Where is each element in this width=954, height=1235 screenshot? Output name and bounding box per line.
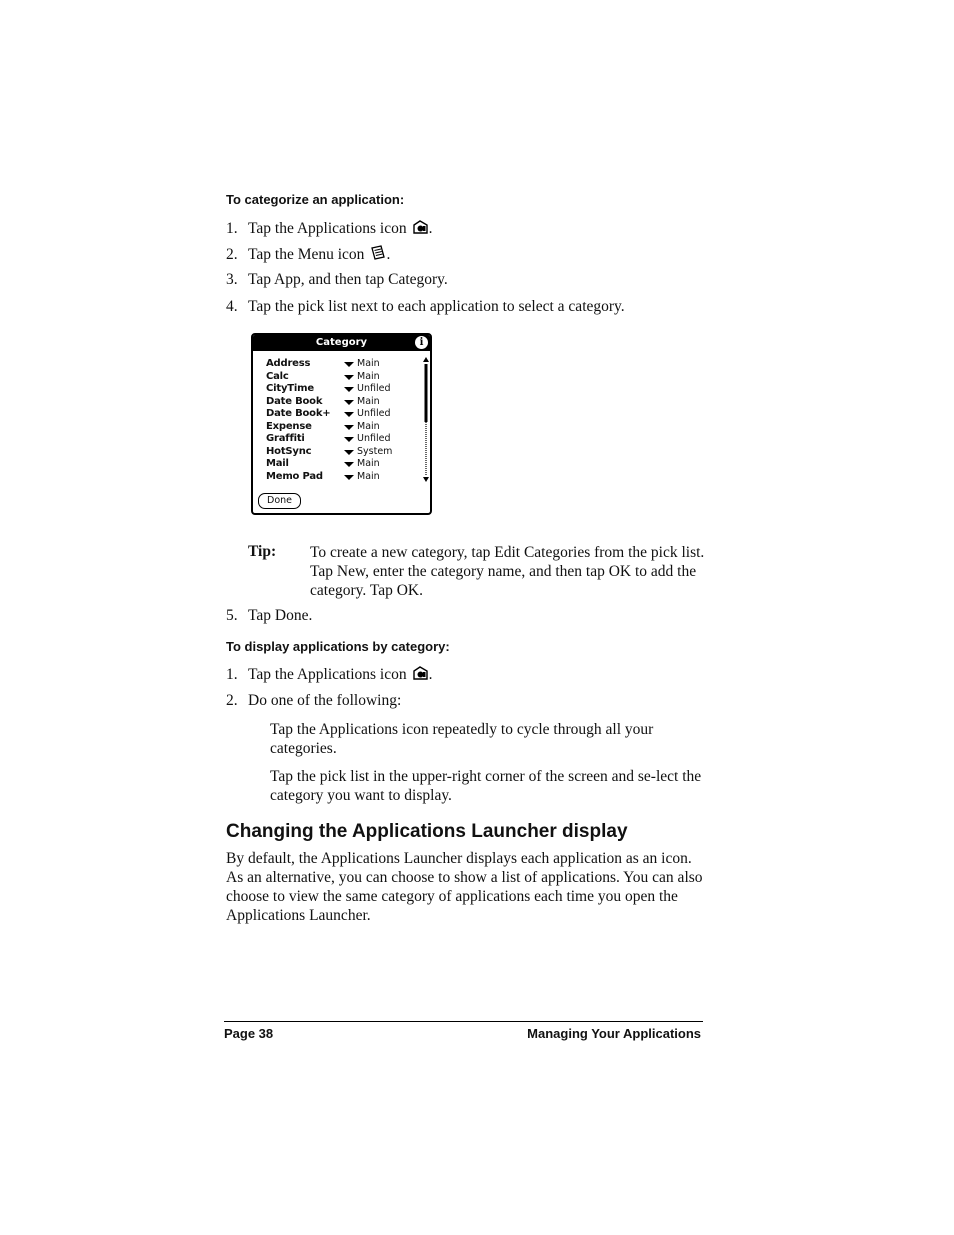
step-5 [226,607,312,625]
pick-list-arrow-icon[interactable] [344,387,354,392]
tip-text: To create a new category, tap Edit Categories from the pick list. Tap New, enter the category name, and then tap OK to add the category. Tap OK. [310,544,705,599]
info-icon[interactable]: i [415,336,428,349]
category-value[interactable]: System [357,445,393,457]
step-3 [226,271,448,289]
app-name: Mail [266,458,289,469]
pick-list-arrow-icon[interactable] [344,400,354,405]
app-name: Date Book [266,395,323,407]
done-button[interactable]: Done [258,493,301,509]
app-name: Address [266,358,311,369]
category-value[interactable]: Main [357,395,380,407]
app-name: Calc [266,370,289,382]
app-name: HotSync [266,445,312,457]
pick-list-arrow-icon[interactable] [344,362,354,367]
tip-label: Tip: [248,543,277,560]
pick-list-arrow-icon[interactable] [344,425,354,430]
app-name: Date Book+ [266,408,331,419]
step-number: 4. [226,298,238,315]
step-number: 3. [226,271,238,288]
step-2 [226,692,401,710]
step-text: Tap Done. [248,607,313,624]
step-text: Tap the Applications icon [248,666,407,683]
step-4 [226,298,625,316]
step-text: Tap App, and then tap Category. [248,271,448,288]
step-2: 2. Tap the Menu icon . [226,246,391,263]
step-number: 5. [226,607,238,624]
applications-icon [412,665,429,681]
step-text: Tap the Applications icon [248,220,407,237]
app-name: Graffiti [266,433,305,444]
procedure-heading-display: To display applications by category: [226,639,450,654]
page-number: Page 38 [224,1026,274,1041]
step-number: 2. [226,692,238,709]
app-name: CityTime [266,383,314,394]
section-heading: Changing the Applications Launcher display [226,821,628,842]
applications-icon [412,219,429,235]
footer-divider [224,1021,703,1022]
step-number: 1. [226,220,238,237]
category-value[interactable]: Unfiled [357,383,391,394]
pick-list-arrow-icon[interactable] [344,450,354,455]
category-value[interactable]: Main [357,370,380,382]
scrollbar[interactable] [423,357,429,483]
pick-list-arrow-icon[interactable] [344,462,354,467]
category-value[interactable]: Main [357,420,380,432]
dialog-title: Category [315,337,368,348]
pick-list-arrow-icon[interactable] [344,437,354,442]
chapter-title: Managing Your Applications [527,1026,701,1041]
category-value[interactable]: Main [357,458,380,469]
step-1: 1. Tap the Applications icon . [226,666,433,683]
category-value[interactable]: Unfiled [357,433,391,444]
pick-list-arrow-icon[interactable] [344,375,354,380]
step-text: Do one of the following: [248,692,402,709]
category-value[interactable]: Main [357,470,380,482]
scroll-thumb [425,364,428,422]
section-paragraph: By default, the Applications Launcher displays each application as an icon. As an alternative, you can choose to show a list of applications. You can also choose to view the same category of applications each time you open the Applications Launcher. [226,850,703,924]
scroll-up-arrow-icon [423,357,429,362]
pick-list-arrow-icon[interactable] [344,412,354,417]
app-name: Memo Pad [266,470,323,482]
step-text: Tap the pick list next to each application to select a category. [248,298,625,315]
step-text: Tap the Menu icon [248,246,365,263]
category-value[interactable]: Main [357,358,380,369]
procedure-heading-categorize: To categorize an application: [226,192,405,207]
category-dialog-screenshot [251,333,432,515]
option-paragraph: Tap the Applications icon repeatedly to cycle through all your categories. [270,721,654,757]
option-paragraph: Tap the pick list in the upper-right corner of the screen and se-lect the category you want to display. [270,768,702,804]
pick-list-arrow-icon[interactable] [344,475,354,480]
step-number: 2. [226,246,238,263]
scroll-down-arrow-icon [423,477,429,482]
step-1: 1. Tap the Applications icon . [226,220,433,237]
category-value[interactable]: Unfiled [357,408,391,419]
app-name: Expense [266,420,312,432]
step-number: 1. [226,666,238,683]
menu-icon [369,245,386,261]
